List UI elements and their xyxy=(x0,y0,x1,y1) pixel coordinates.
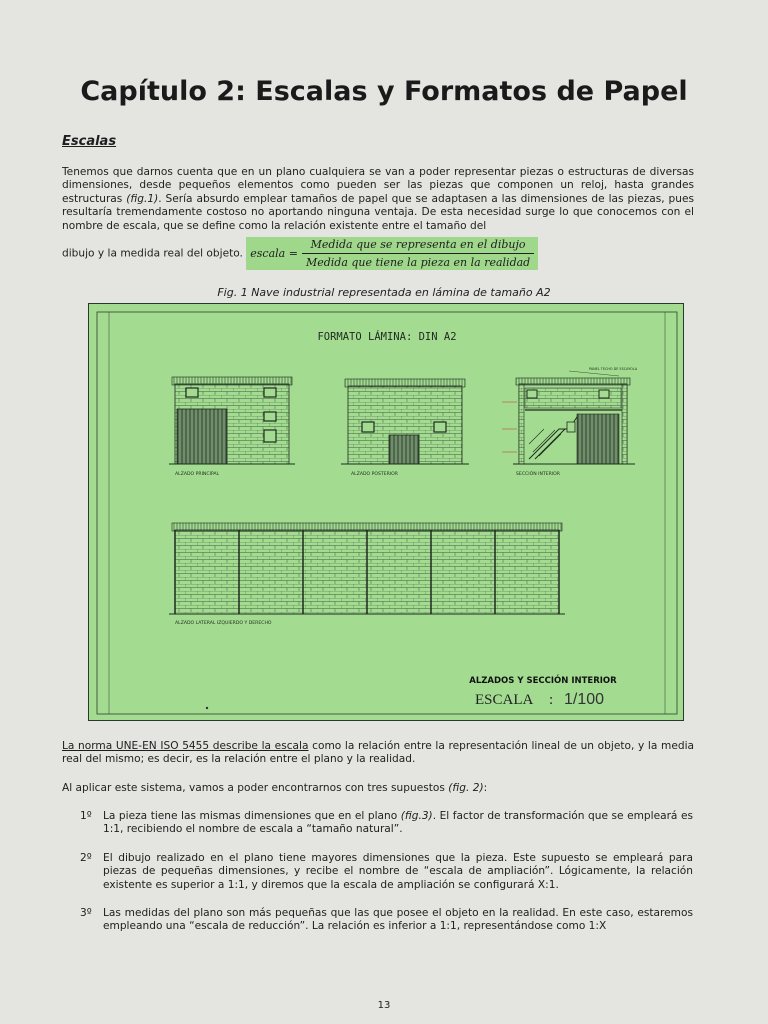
case-1-text xyxy=(103,810,693,837)
label-interior-section: SECCIÓN INTERIOR xyxy=(516,472,560,477)
case-3-number: 3º xyxy=(80,907,92,919)
fig-2-reference: (fig. 2) xyxy=(448,782,484,794)
front-elevation xyxy=(169,377,295,464)
label-rear-elevation: ALZADO POSTERIOR xyxy=(351,472,398,477)
scale-value: 1/100 xyxy=(564,691,605,708)
case-3-text: Las medidas del plano son más pequeñas que las que posee el objeto en la realidad. En este caso, estaremos empleando una “escala de reducción”. La relación es inferior a 1:1, representándose como 1:X xyxy=(103,907,693,933)
case-2-number: 2º xyxy=(80,852,92,864)
label-front-elevation: ALZADO PRINCIPAL xyxy=(175,472,220,477)
sheet-border xyxy=(97,312,677,714)
formula-denominator: Medida que tiene la pieza en la realidad xyxy=(305,256,531,269)
formula-line xyxy=(62,237,702,270)
rear-elevation xyxy=(341,379,469,464)
norm-text: como la relación entre la representación lineal de un objeto, y la media real del mismo; es decir, es la relación entre el plano y la realidad. xyxy=(62,740,695,766)
formula-numerator: Medida que se representa en el dibujo xyxy=(302,238,534,254)
formula-lhs: escala = xyxy=(250,247,298,260)
intro-paragraph xyxy=(62,166,694,233)
apply-paragraph xyxy=(62,782,694,795)
formula-fraction xyxy=(302,238,534,269)
label-roof-panel: PANEL TECHO DE ESCAYOLA xyxy=(589,367,638,371)
a2-drawing-sheet xyxy=(88,303,684,721)
page-number: 13 xyxy=(377,1000,391,1011)
intro-text-1: Tenemos que darnos cuenta que en un plano cualquiera se van a poder representar piezas o estructuras de diversas dimensiones, desde pequeños elementos como pueden ser las piezas que componen un reloj, hasta grandes estructuras xyxy=(62,166,694,205)
scale-separator: : xyxy=(549,692,554,708)
fig-3-reference: (fig.3) xyxy=(400,810,433,822)
case-1-number: 1º xyxy=(80,810,92,822)
interior-section xyxy=(502,371,635,464)
scale-formula xyxy=(246,237,538,270)
apply-text-end: : xyxy=(483,782,488,794)
lateral-elevation xyxy=(169,523,565,614)
sheet-format-title: FORMATO LÁMINA: DIN A2 xyxy=(317,331,457,343)
intro-text-2: . Sería absurdo emplear tamaños de papel que se adaptasen a las dimensiones de las piezas, pues resultaría tremendamente costoso no aportando ninguna ventaja. De esta necesidad surge lo que conocemos con el nombre de escala, que se define como la relación existente entre el tamaño del xyxy=(62,192,695,232)
label-lateral-elevation: ALZADO LATERAL IZQUIERDO Y DERECHO xyxy=(175,621,272,626)
intro-last-line: dibujo y la medida real del objeto. xyxy=(62,247,243,260)
section-heading: Escalas xyxy=(62,134,117,149)
case-1-text-a: La pieza tiene las mismas dimensiones que en el plano xyxy=(103,810,401,822)
figure-caption: Fig. 1 Nave industrial representada en lámina de tamaño A2 xyxy=(217,286,551,299)
norm-paragraph xyxy=(62,740,694,767)
norm-underlined-text: La norma UNE-EN ISO 5455 describe la escala xyxy=(62,740,309,752)
chapter-title: Capítulo 2: Escalas y Formatos de Papel xyxy=(80,76,688,107)
case-1-text-b: . El factor de transformación que se empleará es 1:1, recibiendo el nombre de escala a “tamaño natural”. xyxy=(103,810,693,836)
case-2-text: El dibujo realizado en el plano tiene mayores dimensiones que la pieza. Este supuesto se empleará para piezas de pequeñas dimensiones, y recibe el nombre de “escala de ampliación”. Lógicamente, la relación existente es superior a 1:1, y diremos que la escala de ampliación se configurará X:1. xyxy=(103,852,693,891)
apply-text: Al aplicar este sistema, vamos a poder encontrarnos con tres supuestos xyxy=(62,782,449,794)
title-block-heading: ALZADOS Y SECCIÓN INTERIOR xyxy=(469,676,617,686)
drawing-canvas xyxy=(89,304,685,722)
scale-label: ESCALA xyxy=(475,692,534,708)
fig-1-reference: (fig.1) xyxy=(126,192,159,205)
